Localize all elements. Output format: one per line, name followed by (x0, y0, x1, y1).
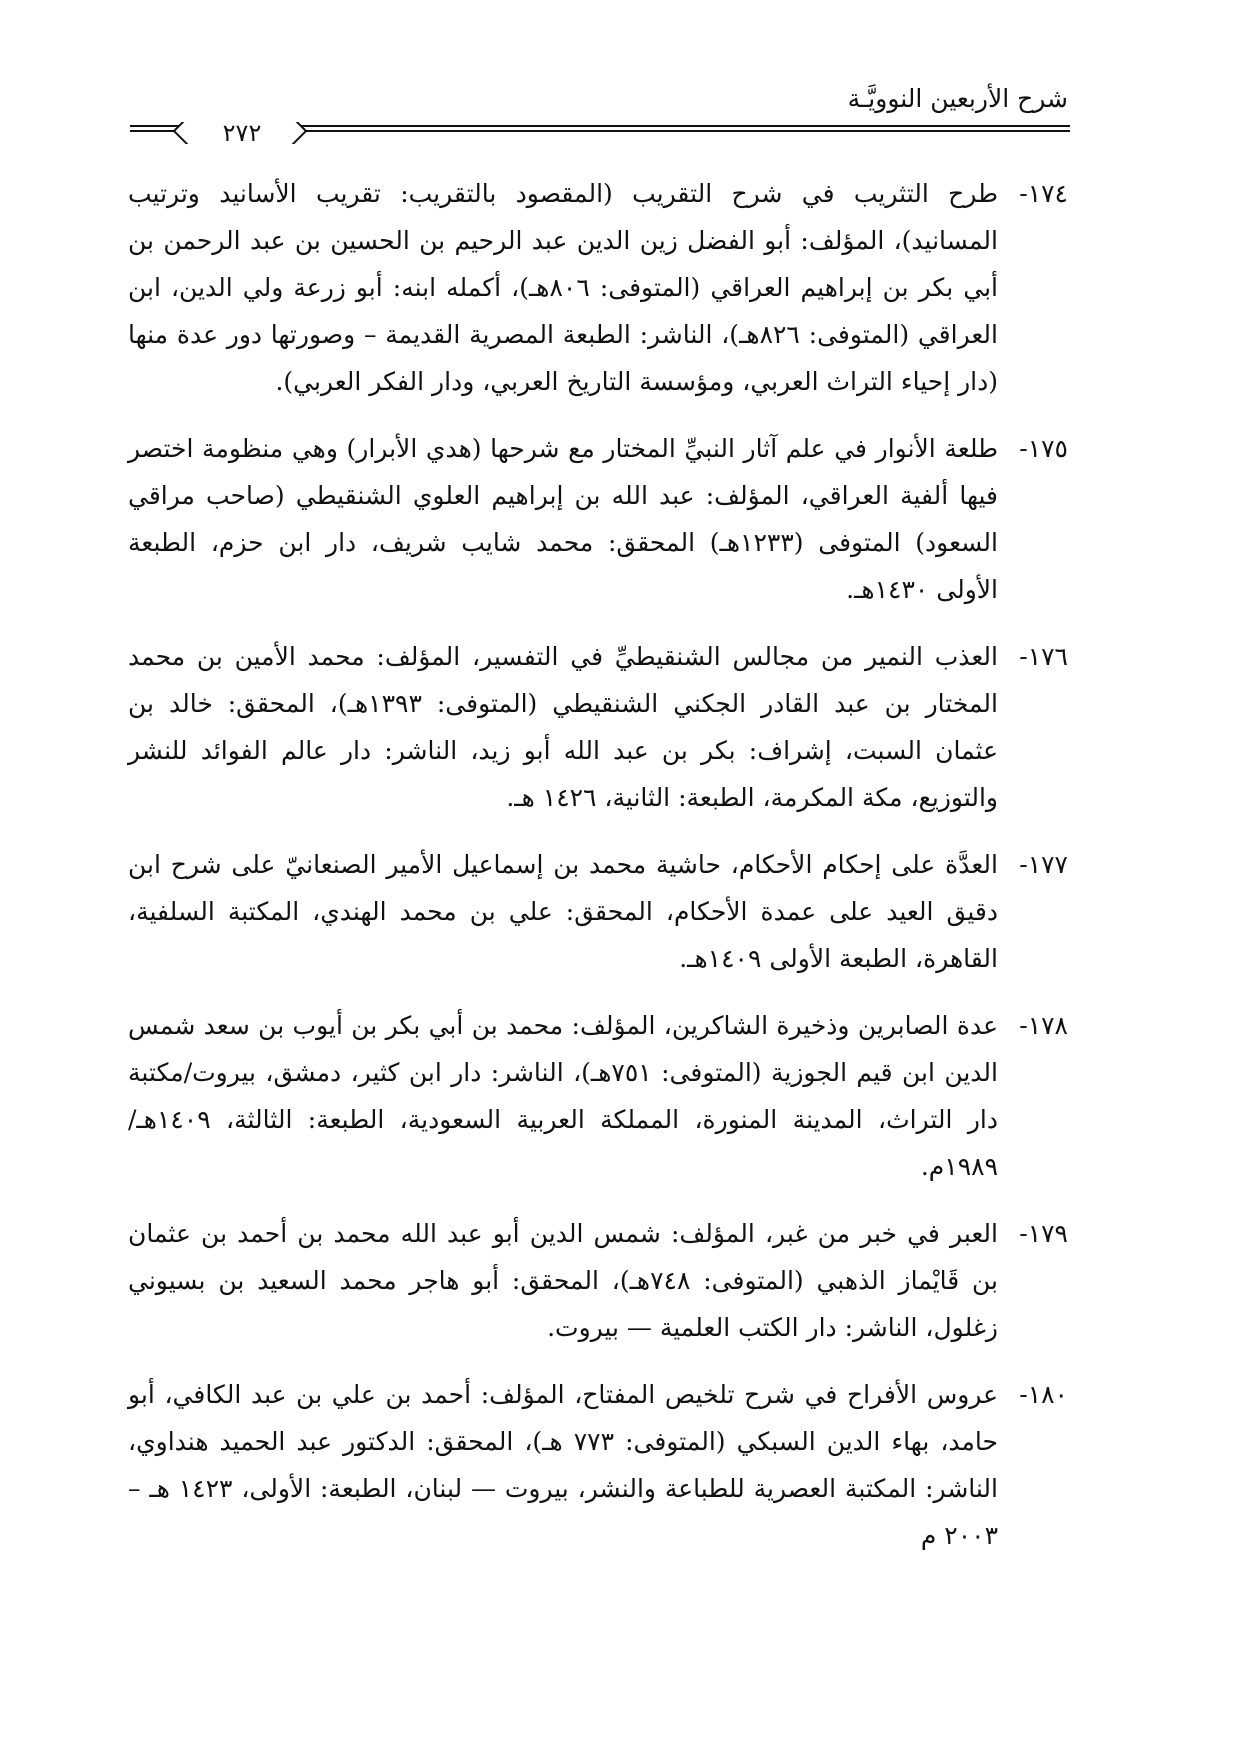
entry-number: ١٧٩- (1019, 1219, 1068, 1248)
bibliography-entry (128, 633, 1068, 821)
bibliography-entry (128, 170, 1068, 405)
entry-number: ١٨٠- (1019, 1380, 1068, 1409)
entry-number: ١٧٨- (1019, 1011, 1068, 1040)
entry-text: عروس الأفراح في شرح تلخيص المفتاح، المؤلف: أحمد بن علي بن عبد الكافي، أبو حامد، بهاء الدين السبكي (المتوفى: ٧٧٣ هـ)، المحقق: الدكتور عبد الحميد هنداوي، الناشر: المكتبة العصرية للطباعة والنشر، بيروت — لبنان، الطبعة: الأولى، ١٤٢٣ هـ – ٢٠٠٣ م (128, 1380, 998, 1550)
bibliography-entry (128, 1371, 1068, 1559)
entry-text: طلعة الأنوار في علم آثار النبيِّ المختار مع شرحها (هدي الأبرار) وهي منظومة اختصر فيها ألفية العراقي، المؤلف: عبد الله بن إبراهيم العلوي الشنقيطي (صاحب مراقي السعود) المتوفى (١٢٣٣هـ) المحقق: محمد شايب شريف، دار ابن حزم، الطبعة الأولى ١٤٣٠هـ. (128, 434, 998, 604)
entry-text: العدَّة على إحكام الأحكام، حاشية محمد بن إسماعيل الأمير الصنعانيّ على شرح ابن دقيق العيد على عمدة الأحكام، المحقق: علي بن محمد الهندي، المكتبة السلفية، القاهرة، الطبعة الأولى ١٤٠٩هـ. (128, 850, 998, 973)
bibliography-list (128, 170, 1068, 1579)
entry-number: ١٧٦- (1019, 642, 1068, 671)
bibliography-entry (128, 841, 1068, 982)
bibliography-entry (128, 1210, 1068, 1351)
entry-number: ١٧٧- (1019, 850, 1068, 879)
entry-text: العذب النمير من مجالس الشنقيطيِّ في التفسير، المؤلف: محمد الأمين بن محمد المختار بن عبد القادر الجكني الشنقيطي (المتوفى: ١٣٩٣هـ)، المحقق: خالد بن عثمان السبت، إشراف: بكر بن عبد الله أبو زيد، الناشر: دار عالم الفوائد للنشر والتوزيع، مكة المكرمة، الطبعة: الثانية، ١٤٢٦ هـ. (128, 642, 998, 812)
entry-text: طرح التثريب في شرح التقريب (المقصود بالتقريب: تقريب الأسانيد وترتيب المسانيد)، المؤلف: أبو الفضل زين الدين عبد الرحيم بن الحسين بن عبد الرحمن بن أبي بكر بن إبراهيم العراقي (المتوفى: ٨٠٦هـ)، أكمله ابنه: أبو زرعة ولي الدين، ابن العراقي (المتوفى: ٨٢٦هـ)، الناشر: الطبعة المصرية القديمة – وصورتها دور عدة منها (دار إحياء التراث العربي، ومؤسسة التاريخ العربي، ودار الفكر العربي). (128, 179, 998, 396)
bibliography-entry (128, 1002, 1068, 1190)
bibliography-entry (128, 425, 1068, 613)
page-number: ٢٧٢ (222, 119, 262, 147)
entry-text: عدة الصابرين وذخيرة الشاكرين، المؤلف: محمد بن أبي بكر بن أيوب بن سعد شمس الدين ابن قيم الجوزية (المتوفى: ٧٥١هـ)، الناشر: دار ابن كثير، دمشق، بيروت/مكتبة دار التراث، المدينة المنورة، المملكة العربية السعودية، الطبعة: الثالثة، ١٤٠٩هـ/ ١٩٨٩م. (128, 1011, 998, 1181)
entry-text: العبر في خبر من غبر، المؤلف: شمس الدين أبو عبد الله محمد بن أحمد بن عثمان بن قَايْماز الذهبي (المتوفى: ٧٤٨هـ)، المحقق: أبو هاجر محمد السعيد بن بسيوني زغلول، الناشر: دار الكتب العلمية — بيروت. (128, 1219, 998, 1342)
entry-number: ١٧٤- (1019, 179, 1068, 208)
entry-number: ١٧٥- (1019, 434, 1068, 463)
running-header-title: شرح الأربعين النوويَّـة (847, 84, 1068, 113)
